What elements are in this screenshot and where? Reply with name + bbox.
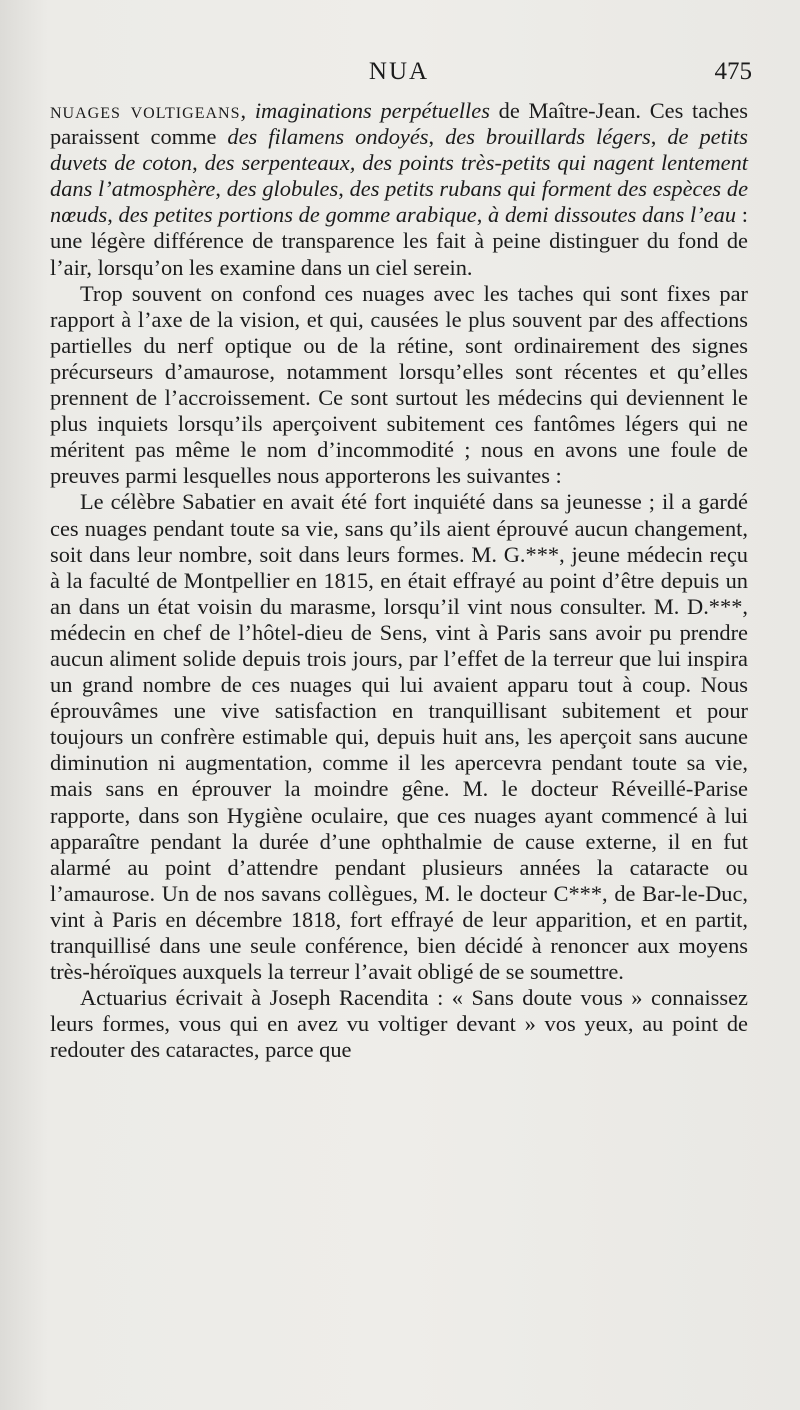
italic-run: des filamens ondoyés: [227, 124, 429, 150]
running-head: NUA: [368, 58, 430, 85]
paragraph-content: [50, 281, 748, 489]
page-number: 475: [714, 58, 752, 85]
text-run: Trop souvent on confond ces nuages avec les taches qui sont fixes par rapport à l’axe de la vision, et qui, causées le plus souvent par des affections partielles du nerf optique ou de la rétine, sont ordinairement des signes précurseurs d’amaurose, notamment lorsqu’elles sont récentes et qu’elles prennent de l’accroissement. Ce sont surtout les médecins qui deviennent le plus inquiets lorsqu’ils aperçoivent subitement ces fantômes légers qui ne méritent pas même le nom d’incommodité ; nous en avons une foule de preuves parmi lesquelles nous apporterons les suivantes :: [50, 280, 748, 489]
paragraph: [50, 98, 748, 281]
text-run: ,: [428, 124, 446, 150]
text-run: ,: [650, 124, 668, 150]
page-header: [50, 58, 752, 98]
paragraph: [50, 985, 748, 1063]
paragraph: [50, 281, 748, 490]
italic-run: des petits rubans qui forment des espèces de nœuds: [50, 176, 749, 228]
paragraph: [50, 489, 748, 985]
text-run: ,: [215, 176, 227, 202]
italic-run: des globules: [226, 176, 339, 202]
text-run: ,: [192, 150, 205, 176]
body-text: [50, 98, 748, 1063]
italic-run: de petits duvets de coton: [50, 124, 748, 176]
italic-run: des brouillards légers: [445, 124, 651, 150]
paragraph-content: [50, 489, 748, 984]
italic-run: des petites portions de gomme arabique: [118, 202, 477, 228]
text-run: ,: [107, 202, 119, 228]
text-run: Actuarius écrivait à Joseph Racendita : « Sans doute vous » connaissez leurs formes, vous qui en avez vu voltiger devant » vos yeux, au point de redouter des cataractes, parce que: [50, 985, 748, 1063]
text-run: : une légère différence de transparence les fait à peine distinguer du fond de l’air, lorsqu’on les examine dans un ciel serein.: [50, 202, 748, 280]
paragraph-content: [50, 98, 748, 280]
italic-run: imaginations perpétuelles: [254, 98, 490, 123]
entry-headword: nuages voltigeans: [50, 98, 241, 123]
italic-run: des serpenteaux, des points très-petits qui nagent lentement dans l’atmosphère: [50, 150, 748, 202]
italic-run: à demi dissoutes dans l’eau: [488, 202, 737, 228]
text-run: de Maître-Jean. Ces taches paraissent comme: [50, 98, 748, 150]
text-run: Le célèbre Sabatier en avait été fort inquiété dans sa jeunesse ; il a gardé ces nuages pendant toute sa vie, sans qu’ils aient éprouvé aucun changement, soit dans leur nombre, soit dans leurs formes. M. G.***, jeune médecin reçu à la faculté de Montpellier en 1815, en était effrayé au point d’être depuis un an dans un état voisin du marasme, lorsqu’il vint nous consulter. M. D.***, médecin en chef de l’hôtel-dieu de Sens, vint à Paris sans avoir pu prendre aucun aliment solide depuis trois jours, par l’effet de la terreur que lui inspira un grand nombre de ces nuages qui lui avaient apparu tout à coup. Nous éprouvâmes une vive satisfaction en tranquillisant subitement et pour toujours un confrère estimable qui, depuis huit ans, les aperçoit sans aucune diminution ni augmentation, comme il les apercevra pendant toute sa vie, mais sans en éprouver la moindre gêne. M. le docteur Réveillé-Parise rapporte, dans son Hygiène oculaire, que ces nuages ayant commencé à lui apparaître pendant la durée d’une ophthalmie de cause externe, il en fut alarmé au point d’attendre pendant plusieurs années la cataracte ou l’amaurose. Un de nos savans collègues, M. le docteur C***, de Bar-le-Duc, vint à Paris en décembre 1818, fort effrayé de leur apparition, et en partit, tranquillisé dans une seule conférence, bien décidé à renoncer aux moyens très-héroïques auxquels la terreur l’avait obligé de se soumettre.: [50, 489, 748, 985]
text-run: ,: [240, 98, 255, 123]
paragraph-content: [50, 985, 748, 1062]
text-run: ,: [338, 176, 350, 202]
text-run: ,: [476, 202, 489, 228]
